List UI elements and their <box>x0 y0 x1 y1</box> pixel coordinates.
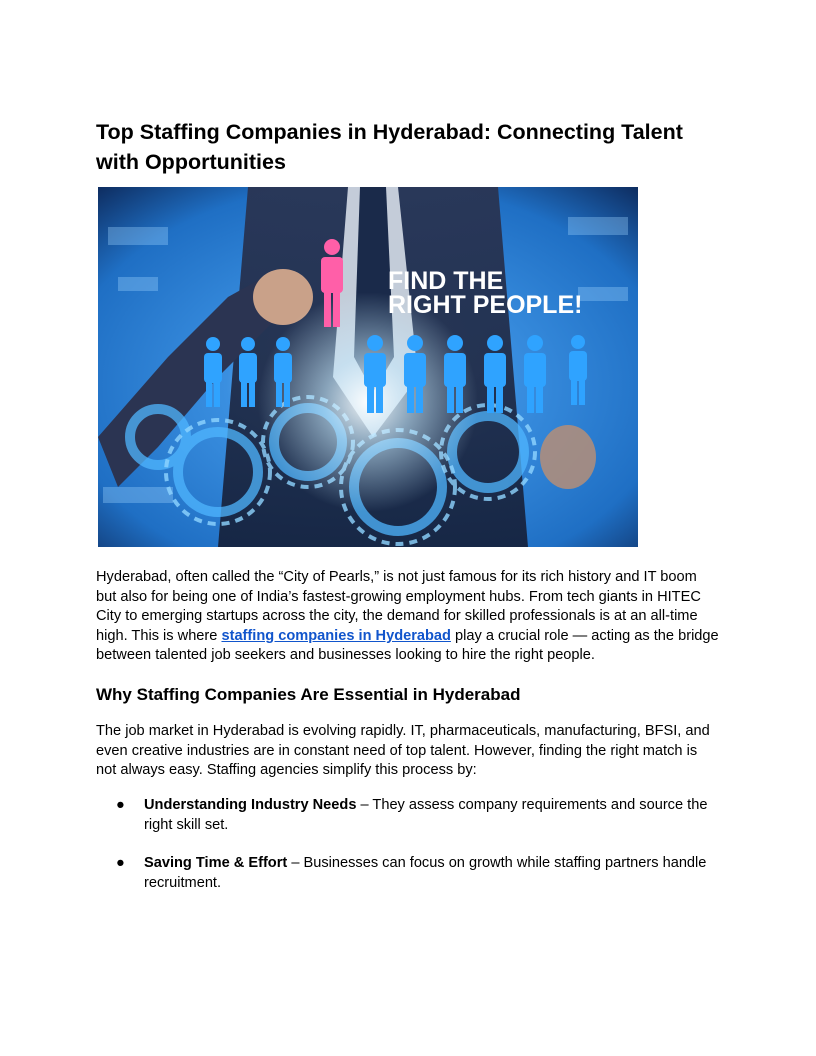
list-item <box>96 854 720 893</box>
bullet-text: – Businesses can focus on growth while staffing partners handle recruitment. <box>144 855 707 891</box>
list-item <box>96 796 720 835</box>
bullet-text: – They assess company requirements and source the right skill set. <box>144 797 708 833</box>
bullet-icon: ● <box>116 797 125 813</box>
intro-paragraph <box>96 568 720 666</box>
article-title: Top Staffing Companies in Hyderabad: Connecting Talent with Opportunities <box>96 120 683 174</box>
hero-headline-line1: FIND THE <box>388 267 504 295</box>
benefits-list <box>96 796 720 912</box>
section-heading: Why Staffing Companies Are Essential in Hyderabad <box>96 685 521 704</box>
intro-text-after-link: play a crucial role — acting as the bridge between talented job seekers and businesses looking to hire the right people. <box>96 627 719 664</box>
bullet-icon: ● <box>116 855 125 872</box>
hero-image <box>98 187 638 547</box>
bullet-title: Saving Time & Effort <box>144 855 288 872</box>
staffing-companies-link[interactable]: staffing companies in Hyderabad <box>221 627 451 644</box>
bullet-title: Understanding Industry Needs <box>144 797 357 813</box>
section-paragraph: The job market in Hyderabad is evolving rapidly. IT, pharmaceuticals, manufacturing, BFSI, and even creative industries are in constant need of top talent. However, finding the right match is not always easy. Staffing agencies simplify this process by: <box>96 723 710 779</box>
hero-headline-line2: RIGHT PEOPLE! <box>388 291 583 319</box>
intro-text-before-link: Hyderabad, often called the “City of Pearls,” is not just famous for its rich history and IT boom but also for being one of India’s fastest-growing employment hubs. From tech giants in HITEC City to emerging startups across the city, the demand for skilled professionals is at an all-time high. This is where <box>96 569 701 644</box>
